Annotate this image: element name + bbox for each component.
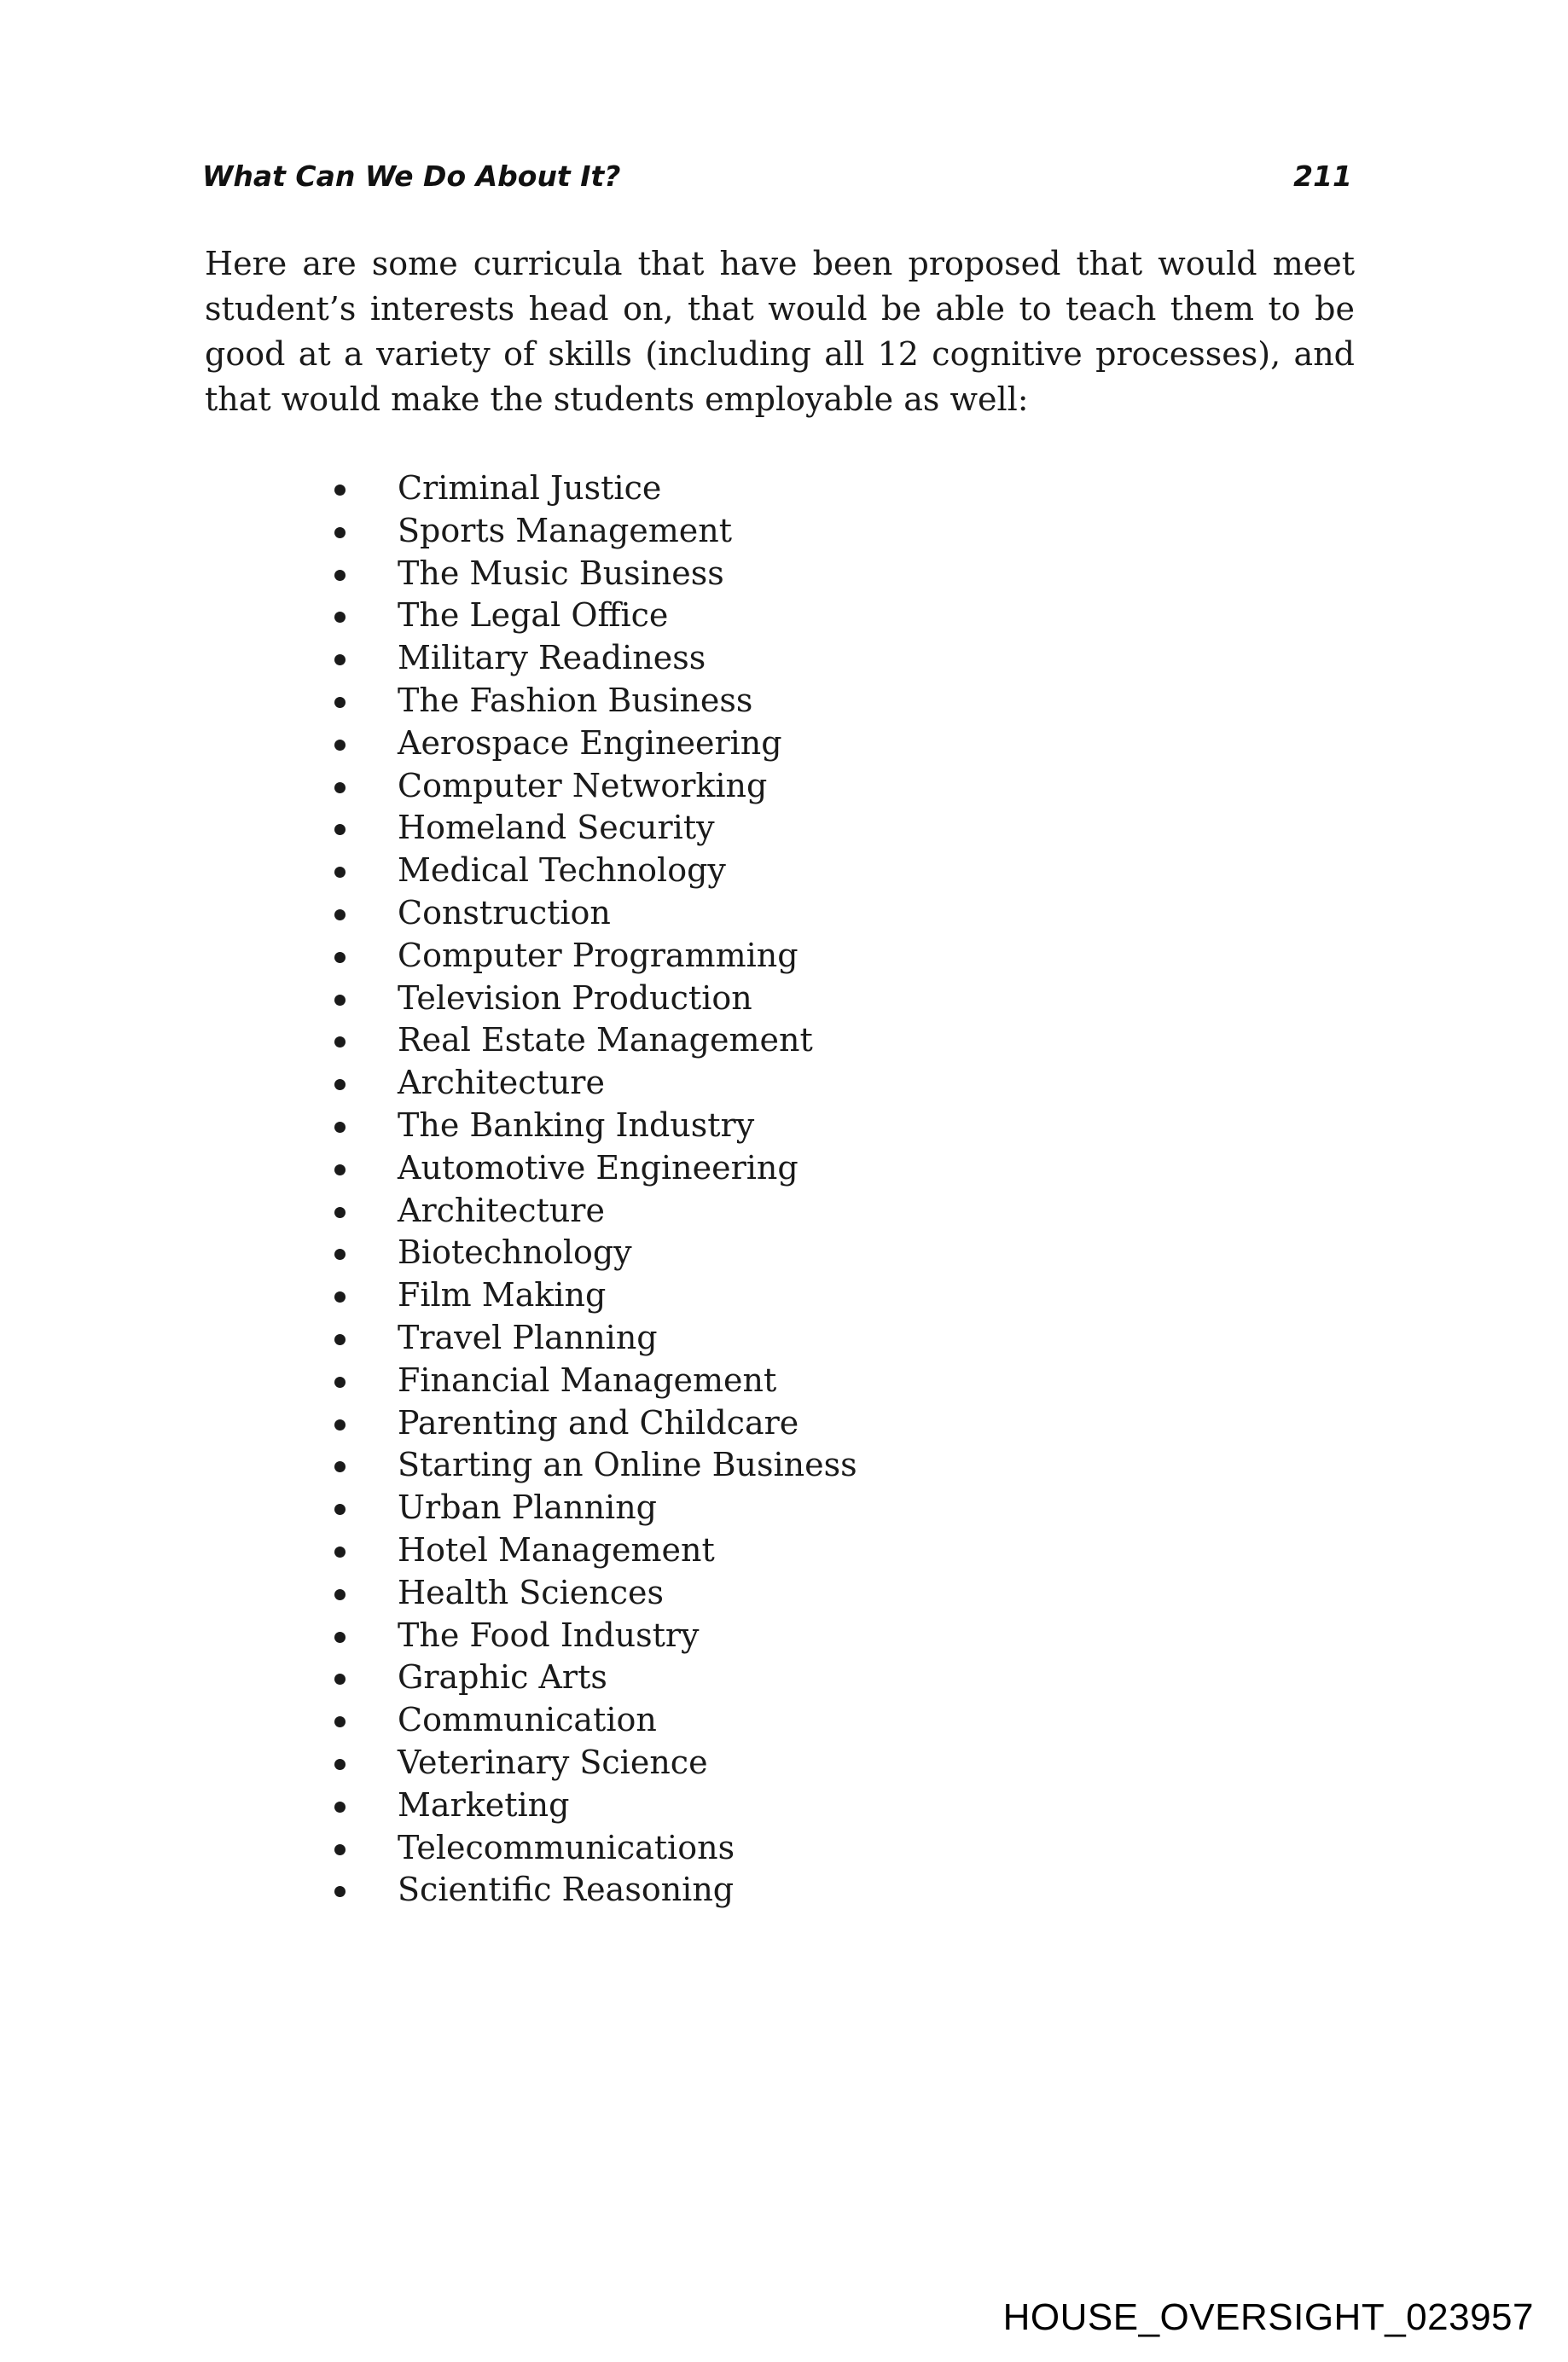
bullet-icon: [334, 527, 346, 538]
list-item-label: Parenting and Childcare: [398, 1403, 799, 1442]
list-item-label: Criminal Justice: [398, 469, 662, 507]
list-item: [333, 723, 857, 765]
list-item: [333, 850, 857, 892]
bullet-icon: [334, 1419, 346, 1431]
bullet-icon: [334, 1207, 346, 1218]
list-item: [333, 765, 857, 808]
list-item-label: Homeland Security: [398, 809, 715, 847]
list-item: [333, 1785, 857, 1827]
bullet-icon: [334, 570, 346, 581]
list-item: [333, 510, 857, 553]
bullet-icon: [334, 1716, 346, 1727]
bullet-icon: [334, 909, 346, 920]
list-item-label: Marketing: [398, 1785, 570, 1824]
list-item: [333, 1019, 857, 1062]
list-item-label: The Legal Office: [398, 596, 669, 635]
list-item-label: Sports Management: [398, 511, 733, 549]
list-item-label: Automotive Engineering: [398, 1148, 799, 1187]
list-item-label: Starting an Online Business: [398, 1446, 857, 1484]
bullet-icon: [334, 1886, 346, 1897]
bullet-icon: [334, 1164, 346, 1175]
list-item-label: The Music Business: [398, 554, 724, 592]
bullet-icon: [334, 782, 346, 793]
bullet-icon: [334, 1461, 346, 1472]
curricula-list: [333, 467, 857, 1912]
bullet-icon: [334, 1377, 346, 1388]
bullet-icon: [334, 1547, 346, 1558]
list-item-label: Travel Planning: [398, 1318, 658, 1356]
running-title: What Can We Do About It?: [202, 160, 621, 193]
list-item-label: Hotel Management: [398, 1530, 715, 1569]
list-item-label: Television Production: [398, 978, 752, 1017]
list-item-label: Veterinary Science: [398, 1743, 708, 1781]
list-item-label: Biotechnology: [398, 1233, 632, 1272]
list-item-label: Film Making: [398, 1276, 607, 1314]
list-item: [333, 935, 857, 978]
list-item: [333, 1402, 857, 1445]
intro-paragraph: Here are some curricula that have been proposed that would meet student’s interests head on, that would be able to teach them to be good at a variety of skills (including all 12 cognitive processes), and that would make the students employable as well:: [205, 245, 1355, 418]
list-item: [333, 1615, 857, 1657]
list-item: [333, 1105, 857, 1147]
bullet-icon: [334, 654, 346, 665]
list-item: [333, 1317, 857, 1360]
bullet-icon: [334, 824, 346, 835]
bullet-icon: [334, 1674, 346, 1685]
bullet-icon: [334, 1036, 346, 1048]
bullet-icon: [334, 740, 346, 751]
list-item: [333, 1190, 857, 1233]
list-item: [333, 1444, 857, 1487]
bullet-icon: [334, 867, 346, 878]
list-item-label: Computer Networking: [398, 766, 768, 804]
list-item-label: Aerospace Engineering: [398, 723, 782, 762]
bates-stamp: HOUSE_OVERSIGHT_023957: [1002, 2296, 1534, 2338]
list-item: [333, 1742, 857, 1785]
bullet-icon: [334, 1122, 346, 1133]
bullet-icon: [334, 697, 346, 708]
list-item-label: Architecture: [398, 1064, 605, 1102]
list-item-label: Financial Management: [398, 1361, 777, 1399]
list-item: [333, 1487, 857, 1529]
list-item: [333, 1274, 857, 1317]
running-header: [202, 155, 1352, 198]
list-item-label: Military Readiness: [398, 639, 706, 677]
list-item: [333, 1360, 857, 1402]
bullet-icon: [334, 1334, 346, 1345]
list-item: [333, 978, 857, 1020]
list-item: [333, 637, 857, 680]
list-item-label: Telecommunications: [398, 1828, 735, 1866]
bullet-icon: [334, 1079, 346, 1090]
list-item: [333, 892, 857, 935]
bullet-icon: [334, 1589, 346, 1600]
list-item: [333, 1529, 857, 1572]
list-item-label: Graphic Arts: [398, 1658, 607, 1697]
bullet-icon: [334, 1632, 346, 1643]
list-item: [333, 1699, 857, 1742]
list-item: [333, 1827, 857, 1870]
list-item-label: Scientific Reasoning: [398, 1871, 735, 1909]
list-item: [333, 1657, 857, 1699]
bullet-icon: [334, 1759, 346, 1770]
page-number: 211: [1293, 160, 1352, 193]
list-item: [333, 1232, 857, 1274]
list-item-label: Communication: [398, 1701, 657, 1739]
list-item-label: Urban Planning: [398, 1489, 657, 1527]
list-item: [333, 680, 857, 723]
bullet-icon: [334, 485, 346, 496]
bullet-icon: [334, 1844, 346, 1855]
bullet-icon: [334, 1291, 346, 1303]
list-item: [333, 1572, 857, 1615]
list-item-label: The Fashion Business: [398, 681, 753, 719]
bullet-icon: [334, 1249, 346, 1260]
bullet-icon: [334, 1504, 346, 1515]
list-item-label: Construction: [398, 893, 611, 931]
list-item: [333, 807, 857, 850]
list-item: [333, 595, 857, 637]
list-item: [333, 1147, 857, 1190]
list-item-label: Medical Technology: [398, 851, 726, 890]
list-item: [333, 553, 857, 595]
list-item: [333, 1062, 857, 1105]
bullet-icon: [334, 612, 346, 623]
list-item-label: Architecture: [398, 1191, 605, 1229]
list-item-label: Real Estate Management: [398, 1021, 813, 1059]
bullet-icon: [334, 952, 346, 963]
list-item: [333, 1869, 857, 1912]
list-item: [333, 467, 857, 510]
list-item-label: Health Sciences: [398, 1573, 664, 1611]
bullet-icon: [334, 1802, 346, 1813]
list-item-label: Computer Programming: [398, 936, 799, 974]
bullet-icon: [334, 995, 346, 1006]
list-item-label: The Food Industry: [398, 1616, 700, 1654]
list-item-label: The Banking Industry: [398, 1106, 755, 1144]
